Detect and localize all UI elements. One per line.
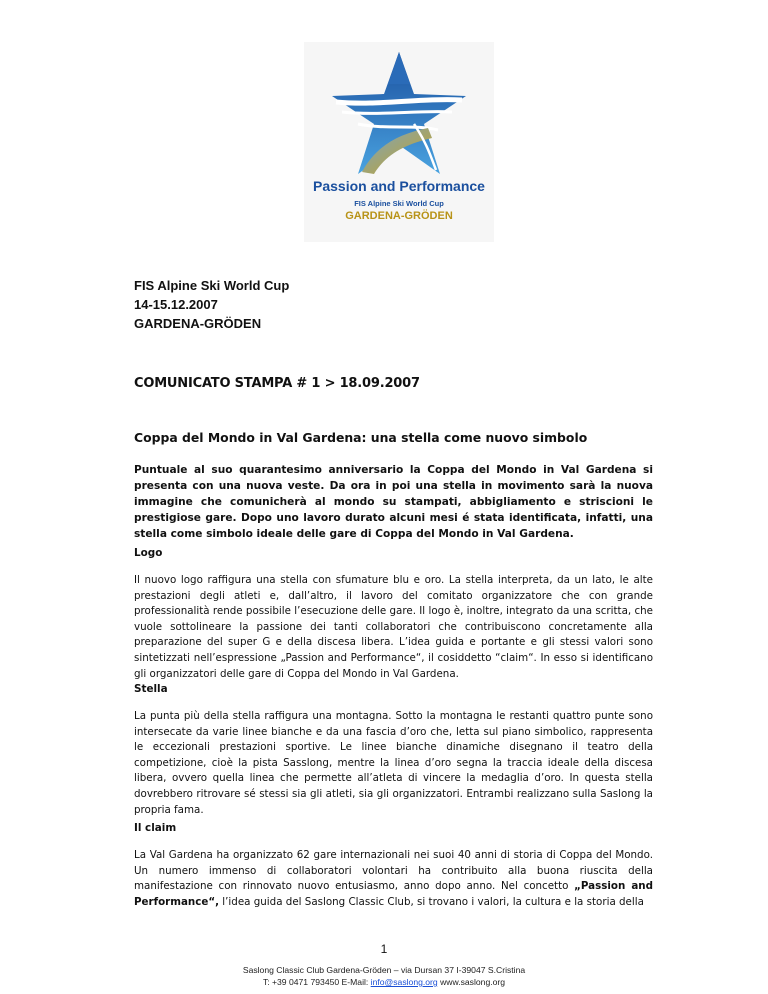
event-logo bbox=[304, 42, 494, 242]
logo-subtitle: FIS Alpine Ski World Cup bbox=[354, 199, 444, 208]
footer bbox=[0, 964, 768, 988]
logo-title: Passion and Performance bbox=[313, 178, 485, 194]
email-link[interactable]: info@saslong.org bbox=[370, 977, 438, 987]
event-location: GARDENA-GRÖDEN bbox=[134, 316, 262, 331]
claim-text-before: La Val Gardena ha organizzato 62 gare internazionali nei suoi 40 anni di storia di Coppa del Mondo. Un numero immenso di collaboratori volontari ha contribuito alla buona riuscita della manifestazione con rinnovato nuovo entusiasmo, anno dopo anno. Nel concetto bbox=[134, 849, 653, 893]
section-text: Il nuovo logo raffigura una stella con sfumature blu e oro. La stella interpreta, da un lato, le alte prestazioni degli atleti e, dall’altro, il lavoro del comitato organizzatore che con grande professionalità rende possibile l’esecuzione delle gare. Il logo è, inoltre, integrato da una scritta, che vuole sottolineare la passione dei tanti collaboratori che contribuiscono concretamente alla preparazione del super G e della discesa libera. L’idea guida e portante e gli stessi valori sono sintetizzati nell’espressione „Passion and Performance“, il cosiddetto “claim“. In esso si identificano gli organizzatori delle gare di Coppa del Mondo in Val Gardena. bbox=[134, 574, 653, 680]
headline: Coppa del Mondo in Val Gardena: una stella come nuovo simbolo bbox=[134, 430, 588, 445]
footer-address: Saslong Classic Club Gardena-Gröden – via Dursan 37 I-39047 S.Cristina bbox=[242, 965, 526, 975]
press-release-title: COMUNICATO STAMPA # 1 > 18.09.2007 bbox=[134, 376, 420, 391]
section-logo bbox=[134, 547, 653, 682]
section-heading: Il claim bbox=[134, 822, 177, 834]
event-info bbox=[134, 276, 289, 333]
logo-place: GARDENA-GRÖDEN bbox=[345, 210, 453, 222]
lead-paragraph: Puntuale al suo quarantesimo anniversario la Coppa del Mondo in Val Gardena si presenta con una nuova veste. Da ora in poi una stella in movimento sarà la nuova immagine che comunicherà al mondo su stampati, abbigliamento e striscioni le prestigiose gare. Dopo uno lavoro durato alcuni mesi é stata identificata, infatti, una stella come simbolo ideale delle gare di Coppa del Mondo in Val Gardena. bbox=[134, 464, 653, 540]
section-text: La punta più della stella raffigura una montagna. Sotto la montagna le restanti quattro punte sono intersecate da varie linee bianche e da una fascia d’oro che, letta sul piano simbolico, rappresenta le eccezionali prestazioni sportive. Le linee bianche dinamiche disegnano il teatro della competizione, cioè la pista Sasslong, mentre la linea d’oro segna la traccia ideale della discesa libera, ovvero quella linea che permette all’atleta di vincere la medaglia d’oro. In questa stella dovrebbero ritrovare sé stessi sia gli atleti, sia gli organizzatori. Entrambi realizzano sulla Saslong la propria fama. bbox=[134, 710, 653, 816]
claim-bold: „Passion and Performance“, bbox=[134, 880, 653, 908]
section-heading: Logo bbox=[134, 547, 163, 559]
section-text bbox=[134, 848, 653, 910]
footer-contact bbox=[0, 976, 768, 988]
section-heading: Stella bbox=[134, 683, 168, 695]
event-dates: 14-15.12.2007 bbox=[134, 297, 218, 312]
footer-phone: T: +39 0471 793450 E-Mail: bbox=[262, 977, 371, 987]
section-claim bbox=[134, 822, 653, 910]
footer-website: www.saslong.org bbox=[437, 977, 506, 987]
page-number: 1 bbox=[380, 942, 388, 956]
star-logo-icon bbox=[318, 50, 480, 178]
section-stella bbox=[134, 683, 653, 818]
claim-text-after: l’idea guida del Saslong Classic Club, si trovano i valori, la cultura e la storia della bbox=[219, 895, 644, 908]
event-name: FIS Alpine Ski World Cup bbox=[134, 278, 290, 293]
